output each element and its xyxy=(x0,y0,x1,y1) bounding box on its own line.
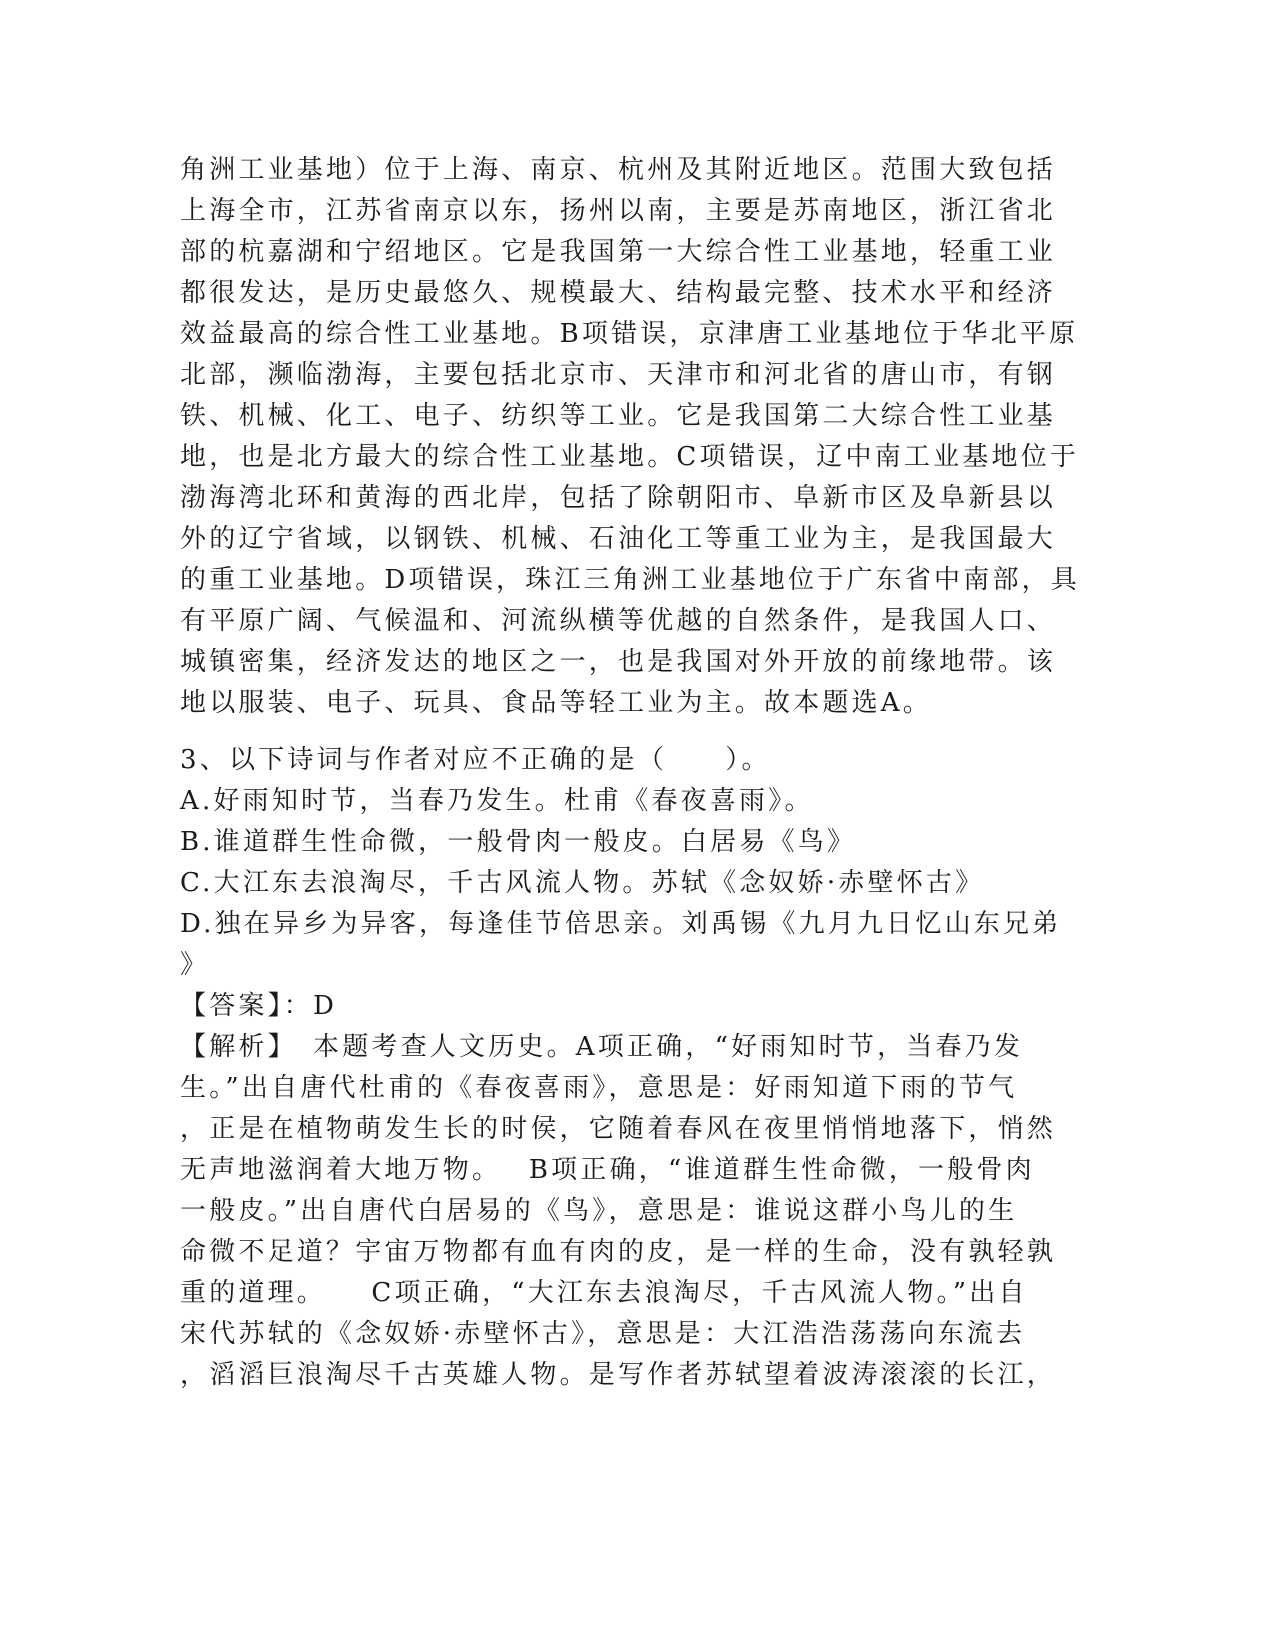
text-line: 效益最高的综合性工业基地。B项错误，京津唐工业基地位于华北平原 xyxy=(180,319,1079,349)
option-c: C.大江东去浪淘尽，千古风流人物。苏轼《念奴娇·赤壁怀古》 xyxy=(180,868,985,898)
text-line: 地以服装、电子、玩具、食品等轻工业为主。故本题选A。 xyxy=(180,688,932,718)
answer-line: 【答案】：D xyxy=(180,991,338,1021)
analysis-line: 生。”出自唐代杜甫的《春夜喜雨》，意思是：好雨知道下雨的节气 xyxy=(180,1073,1018,1103)
analysis-line: 宋代苏轼的《念奴娇·赤壁怀古》，意思是：大江浩浩荡荡向东流去 xyxy=(180,1319,1026,1349)
previous-explanation xyxy=(180,150,1081,724)
question-stem: 3、以下诗词与作者对应不正确的是（ ）。 xyxy=(180,745,771,775)
text-line: 北部，濒临渤海，主要包括北京市、天津市和河北省的唐山市，有钢 xyxy=(180,360,1057,390)
analysis-line: 一般皮。”出自唐代白居易的《鸟》，意思是：谁说这群小鸟儿的生 xyxy=(180,1196,1018,1226)
analysis-line: 【解析】 本题考查人文历史。A项正确，“好雨知时节，当春乃发 xyxy=(180,1032,1024,1062)
analysis-line: ，正是在植物萌发生长的时侯，它随着春风在夜里悄悄地落下，悄然 xyxy=(180,1114,1057,1144)
text-line: 外的辽宁省域，以钢铁、机械、石油化工等重工业为主，是我国最大 xyxy=(180,524,1057,554)
question-3 xyxy=(180,740,1060,1396)
text-line: 有平原广阔、气候温和、河流纵横等优越的自然条件，是我国人口、 xyxy=(180,606,1057,636)
text-line: 角洲工业基地）位于上海、南京、杭州及其附近地区。范围大致包括 xyxy=(180,155,1057,185)
analysis-line: 重的道理。 C项正确，“大江东去浪淘尽，千古风流人物。”出自 xyxy=(180,1278,1028,1308)
option-a: A.好雨知时节，当春乃发生。杜甫《春夜喜雨》。 xyxy=(180,786,814,816)
text-line: 上海全市，江苏省南京以东，扬州以南，主要是苏南地区，浙江省北 xyxy=(180,196,1057,226)
option-d-continuation: 》 xyxy=(180,950,210,980)
text-line: 渤海湾北环和黄海的西北岸，包括了除朝阳市、阜新市区及阜新县以 xyxy=(180,483,1057,513)
text-line: 都很发达，是历史最悠久、规模最大、结构最完整、技术水平和经济 xyxy=(180,278,1057,308)
text-line: 部的杭嘉湖和宁绍地区。它是我国第一大综合性工业基地，轻重工业 xyxy=(180,237,1057,267)
text-line: 的重工业基地。D项错误，珠江三角洲工业基地位于广东省中南部，具 xyxy=(180,565,1081,595)
text-line: 地，也是北方最大的综合性工业基地。C项错误，辽中南工业基地位于 xyxy=(180,442,1080,472)
option-d: D.独在异乡为异客，每逢佳节倍思亲。刘禹锡《九月九日忆山东兄弟 xyxy=(180,909,1062,939)
analysis-line: ，滔滔巨浪淘尽千古英雄人物。是写作者苏轼望着波涛滚滚的长江， xyxy=(180,1360,1057,1390)
analysis-line: 命微不足道？宇宙万物都有血有肉的皮，是一样的生命，没有孰轻孰 xyxy=(180,1237,1057,1267)
text-line: 铁、机械、化工、电子、纺织等工业。它是我国第二大综合性工业基 xyxy=(180,401,1057,431)
analysis-line: 无声地滋润着大地万物。 B项正确，“谁道群生性命微，一般骨肉 xyxy=(180,1155,1035,1185)
option-b: B.谁道群生性命微，一般骨肉一般皮。白居易《鸟》 xyxy=(180,827,857,857)
text-line: 城镇密集，经济发达的地区之一，也是我国对外开放的前缘地带。该 xyxy=(180,647,1057,677)
